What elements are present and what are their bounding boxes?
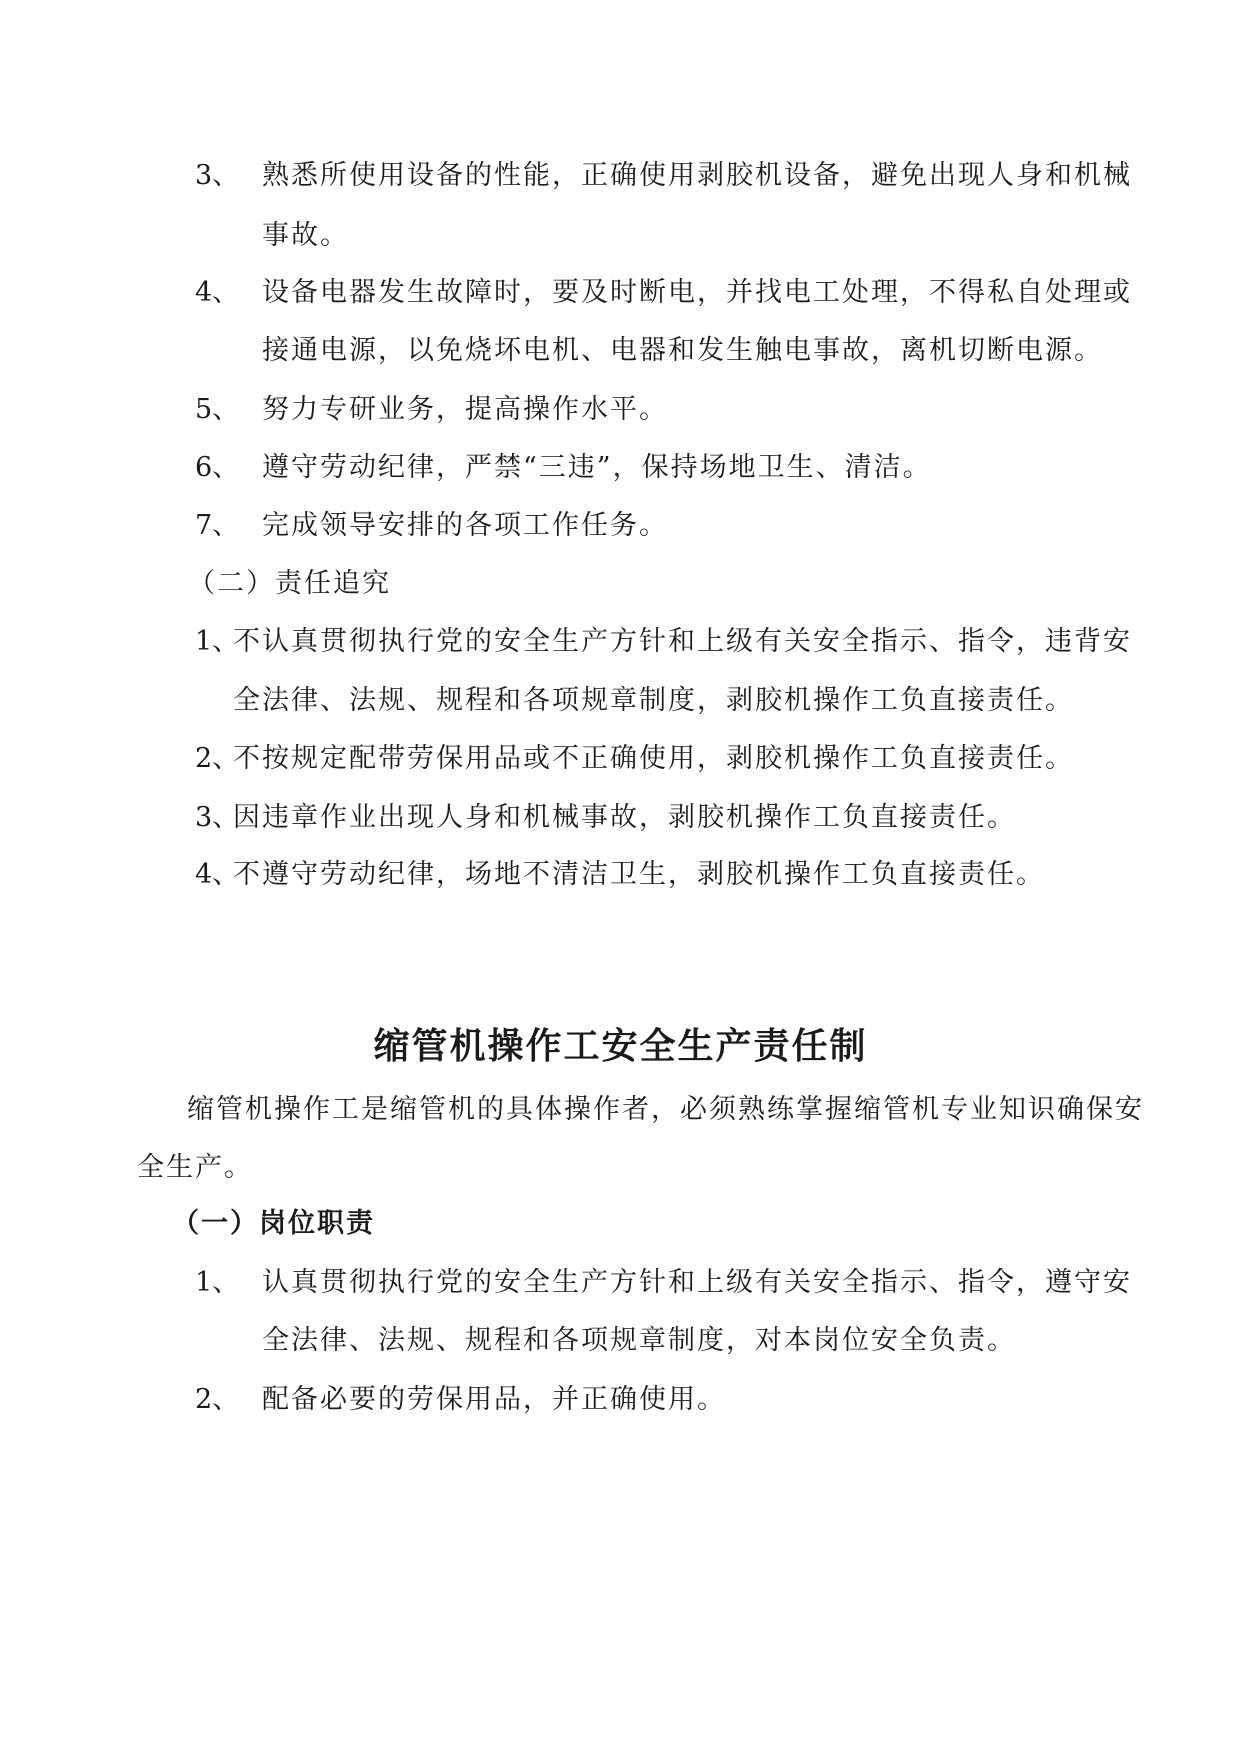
list-item-text: 配备必要的劳保用品，并正确使用。 <box>262 1384 726 1415</box>
list-item-text: 全法律、法规、规程和各项规章制度，对本岗位安全负责。 <box>262 1325 1016 1356</box>
list-item-text: 全法律、法规、规程和各项规章制度，剥胶机操作工负直接责任。 <box>233 685 1074 716</box>
list-item-text: 接通电源，以免烧坏电机、电器和发生触电事故，离机切断电源。 <box>262 335 1103 366</box>
list-item-text: 熟悉所使用设备的性能，正确使用剥胶机设备，避免出现人身和机械 <box>262 160 1132 191</box>
list-item-number: 4、 <box>195 859 240 890</box>
list-item-text: 不遵守劳动纪律，场地不清洁卫生，剥胶机操作工负直接责任。 <box>233 859 1045 890</box>
intro-paragraph-line: 缩管机操作工是缩管机的具体操作者，必须熟练掌握缩管机专业知识确保安 <box>187 1094 1144 1125</box>
list-item-number: 7、 <box>195 510 240 541</box>
list-item-number: 2、 <box>195 1384 240 1415</box>
list-item-text: 完成领导安排的各项工作任务。 <box>262 510 668 541</box>
list-item-text: 认真贯彻执行党的安全生产方针和上级有关安全指示、指令，遵守安 <box>262 1267 1132 1298</box>
list-item-number: 3、 <box>195 802 240 833</box>
list-item-number: 3、 <box>195 160 240 191</box>
list-item-number: 4、 <box>195 277 240 308</box>
list-item-number: 1、 <box>195 626 240 657</box>
document-title: 缩管机操作工安全生产责任制 <box>373 1026 868 1067</box>
section-heading-duties: （一）岗位职责 <box>172 1208 375 1239</box>
list-item-number: 2、 <box>195 743 240 774</box>
list-item-number: 5、 <box>195 394 240 425</box>
list-item-text: 不按规定配带劳保用品或不正确使用，剥胶机操作工负直接责任。 <box>233 743 1074 774</box>
list-item-text: 遵守劳动纪律，严禁“三违”，保持场地卫生、清洁。 <box>262 452 932 483</box>
list-item-number: 1、 <box>195 1267 240 1298</box>
list-item-number: 6、 <box>195 452 240 483</box>
list-item-text: 努力专研业务，提高操作水平。 <box>262 394 668 425</box>
section-heading-liability: （二）责任追究 <box>188 568 391 599</box>
list-item-text: 因违章作业出现人身和机械事故，剥胶机操作工负直接责任。 <box>233 802 1016 833</box>
intro-paragraph-line: 全生产。 <box>137 1152 253 1183</box>
list-item-text: 设备电器发生故障时，要及时断电，并找电工处理，不得私自处理或 <box>262 277 1132 308</box>
list-item-text: 事故。 <box>262 220 349 251</box>
list-item-text: 不认真贯彻执行党的安全生产方针和上级有关安全指示、指令，违背安 <box>233 626 1132 657</box>
